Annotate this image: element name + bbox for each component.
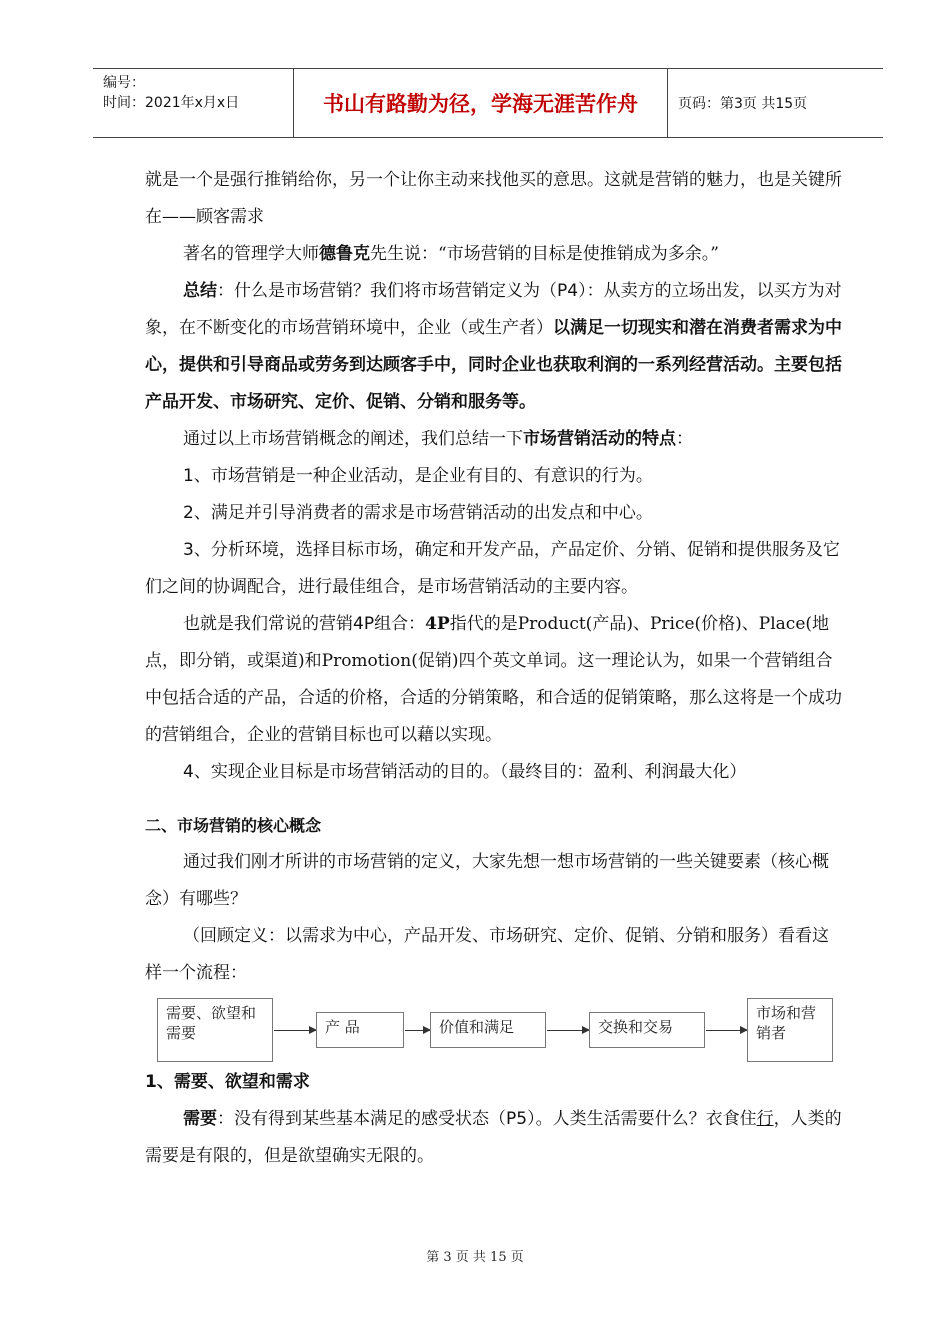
- 4p-text-b: 组合：: [374, 614, 426, 634]
- features-intro-c: ：: [676, 429, 693, 449]
- item-number: 1: [183, 466, 194, 486]
- summary-text-a: ：什么是市场营销？我们将市场营销定义为（: [217, 281, 557, 301]
- flow-arrow-1: [274, 1030, 316, 1031]
- subsection-1-paragraph: [145, 1101, 845, 1175]
- time-label: 时间：2021年x月x日: [103, 95, 240, 111]
- flow-diagram: [145, 996, 845, 1064]
- p2-text-a: 著名的管理学大师: [183, 244, 319, 264]
- feature-item-2: [145, 495, 845, 532]
- header-motto: 书山有路勤为径，学海无涯苦作舟: [294, 69, 668, 137]
- item-number: 2: [183, 503, 194, 523]
- section-2-paragraph-2: （回顾定义：以需求为中心，产品开发、市场研究、定价、促销、分销和服务）看看这样一个流程：: [145, 926, 829, 983]
- header-page-info: 页码：第3页 共15页: [678, 96, 808, 112]
- header-left-cell: [93, 69, 294, 137]
- 4p-text-c: 指代的是Product(产品)、Price(价格)、Place(地点，即分销，或渠道)和Promotion(促销)四个英文单词。这一理论认为，如果一个营销组合中包括合适的产品，合适的价格，合适的分销策略，和合适的促销策略，那么这将是一个成功的营销组合，企业的营销目标也可以藉以实现。: [145, 614, 842, 745]
- summary-definition: 以满足一切现实和潜在消费者需求为中心，提供和引导商品或劳务到达顾客手中，同时企业也获取利润的一系列经营活动。主要包括产品开发、市场研究、定价、促销、分销和服务等。: [145, 318, 842, 412]
- needs-text-b: ）。人类生活需要什么？衣食住: [527, 1109, 757, 1129]
- needs-ref: P5: [506, 1109, 528, 1129]
- flow-box-value: 价值和满足: [430, 1012, 546, 1048]
- header-table: [93, 68, 883, 138]
- document-body: [145, 162, 845, 1175]
- item-text: 、市场营销是一种企业活动，是企业有目的、有意识的行为。: [193, 466, 653, 486]
- 4p-label-bold: 4P: [425, 614, 450, 634]
- item-text: 、实现企业目标是市场营销活动的目的。（最终目的：盈利、利润最大化）: [193, 762, 747, 782]
- feature-item-3: [145, 532, 845, 606]
- section-2-title: 二、市场营销的核心概念: [145, 816, 322, 835]
- section-2-paragraph-1: 通过我们刚才所讲的市场营销的定义，大家先想一想市场营销的一些关键要素（核心概念）有哪些？: [145, 852, 829, 909]
- paragraph-2: [145, 236, 845, 273]
- subsection-1-title: 1、需要、欲望和需求: [145, 1072, 310, 1092]
- drucker-name: 德鲁克: [319, 244, 370, 264]
- flow-box-exchange: 交换和交易: [589, 1012, 705, 1048]
- paragraph-4p: [145, 606, 845, 754]
- feature-item-4: [145, 754, 845, 791]
- needs-underlined: 行: [756, 1109, 774, 1129]
- paragraph-1: 就是一个是强行推销给你，另一个让你主动来找他买的意思。这就是营销的魅力，也是关键所在——顾客需求: [145, 170, 842, 227]
- paragraph-summary: [145, 273, 845, 421]
- item-number: 3: [183, 540, 194, 560]
- features-intro-bold: 市场营销活动的特点: [523, 429, 676, 449]
- summary-text-b: ）：从卖方的立场出发，以买方为对象，在不断变化的市场营销环境中，企业（或生产者）: [145, 281, 842, 338]
- needs-label: 需要: [183, 1109, 217, 1129]
- 4p-text-a: 也就是我们常说的营销: [183, 614, 353, 634]
- item-text: 、满足并引导消费者的需求是市场营销活动的出发点和中心。: [193, 503, 653, 523]
- page-footer: 第 3 页 共 15 页: [426, 1250, 524, 1265]
- flow-box-product: 产 品: [316, 1012, 404, 1048]
- needs-text-c: ，人类的需要是有限的，但是欲望确实无限的。: [145, 1109, 842, 1166]
- summary-ref: P4: [557, 281, 579, 301]
- needs-text-a: ：没有得到某些基本满足的感受状态（: [217, 1109, 506, 1129]
- features-intro-a: 通过以上市场营销概念的阐述，我们总结一下: [183, 429, 523, 449]
- item-number: 4: [183, 762, 194, 782]
- flow-arrow-4: [706, 1030, 747, 1031]
- code-label: 编号：: [103, 75, 145, 91]
- flow-box-market: 市场和营销者: [747, 998, 833, 1062]
- 4p-label: 4P: [353, 614, 375, 634]
- paragraph-features-intro: [145, 421, 845, 458]
- flow-arrow-3: [547, 1030, 589, 1031]
- p2-text-c: 先生说：“市场营销的目标是使推销成为多余。”: [370, 244, 719, 264]
- feature-item-1: [145, 458, 845, 495]
- flow-box-needs: 需要、欲望和需要: [157, 998, 273, 1062]
- flow-arrow-2: [405, 1030, 430, 1031]
- item-text: 、分析环境，选择目标市场，确定和开发产品，产品定价、分销、促销和提供服务及它们之间的协调配合，进行最佳组合，是市场营销活动的主要内容。: [145, 540, 840, 597]
- summary-label: 总结: [183, 281, 217, 301]
